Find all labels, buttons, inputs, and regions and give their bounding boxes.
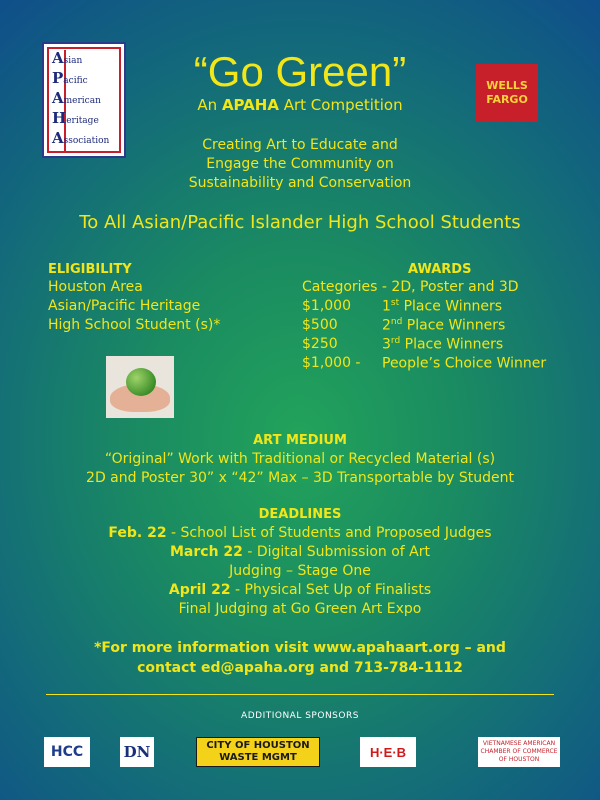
award-amount: $1,000 — [302, 298, 351, 314]
award-amount: $250 — [302, 336, 338, 352]
deadline-line: Feb. 22 - School List of Students and Proposed Judges — [108, 525, 492, 541]
sponsors-label: ADDITIONAL SPONSORS — [241, 711, 359, 721]
art-medium-line: 2D and Poster 30” x “42” Max – 3D Transportable by Student — [86, 470, 514, 486]
vietnamese-chamber-logo: VIETNAMESE AMERICAN CHAMBER OF COMMERCE OF HOUSTON — [478, 737, 560, 767]
wells-fargo-logo: WELLS FARGO — [476, 64, 538, 122]
deadline-line: Final Judging at Go Green Art Expo — [178, 601, 422, 617]
award-amount: $1,000 - — [302, 355, 361, 371]
eligibility-item: Houston Area — [48, 279, 143, 295]
eligibility-item: Asian/Pacific Heritage — [48, 298, 201, 314]
globe-in-hands-image — [106, 356, 174, 418]
divider — [46, 694, 554, 695]
heb-logo: H·E·B — [360, 737, 416, 767]
dn-logo: DN — [120, 737, 154, 767]
hcc-logo: HCC — [44, 737, 90, 767]
art-medium-line: “Original” Work with Traditional or Recycled Material (s) — [104, 451, 496, 467]
poster-title: “Go Green” — [193, 48, 407, 95]
logo-row: Heritage — [52, 109, 99, 127]
city-of-houston-logo: CITY OF HOUSTON WASTE MGMT — [196, 737, 320, 767]
globe-icon — [126, 368, 156, 396]
award-description: 1st Place Winners — [382, 298, 503, 315]
deadlines-heading: DEADLINES — [258, 507, 342, 522]
poster-subtitle: An APAHA Art Competition — [197, 96, 403, 114]
contact-info: *For more information visit www.apahaart.org – and contact ed@apaha.org and 713-784-1112 — [94, 640, 506, 676]
award-description: 3rd Place Winners — [382, 336, 504, 353]
deadline-line: March 22 - Digital Submission of Art — [169, 544, 431, 560]
logo-row: American — [52, 89, 101, 107]
award-description: 2nd Place Winners — [382, 317, 506, 334]
tagline: Creating Art to Educate and Engage the Community on Sustainability and Conservation — [188, 137, 412, 191]
award-amount: $500 — [302, 317, 338, 333]
art-medium-heading: ART MEDIUM — [253, 433, 347, 448]
logo-row: Association — [52, 129, 110, 147]
eligibility-heading: ELIGIBILITY — [48, 262, 132, 277]
logo-row: Pacific — [52, 69, 88, 87]
awards-categories: Categories - 2D, Poster and 3D — [302, 279, 519, 295]
deadline-line: Judging – Stage One — [229, 563, 371, 579]
eligibility-item: High School Student (s)* — [48, 317, 221, 333]
deadline-line: April 22 - Physical Set Up of Finalists — [168, 582, 432, 598]
logo-row: Asian — [52, 49, 83, 67]
awards-heading: AWARDS — [408, 262, 472, 277]
audience-line: To All Asian/Pacific Islander High School Students — [79, 212, 521, 233]
award-description: People’s Choice Winner — [382, 355, 547, 372]
